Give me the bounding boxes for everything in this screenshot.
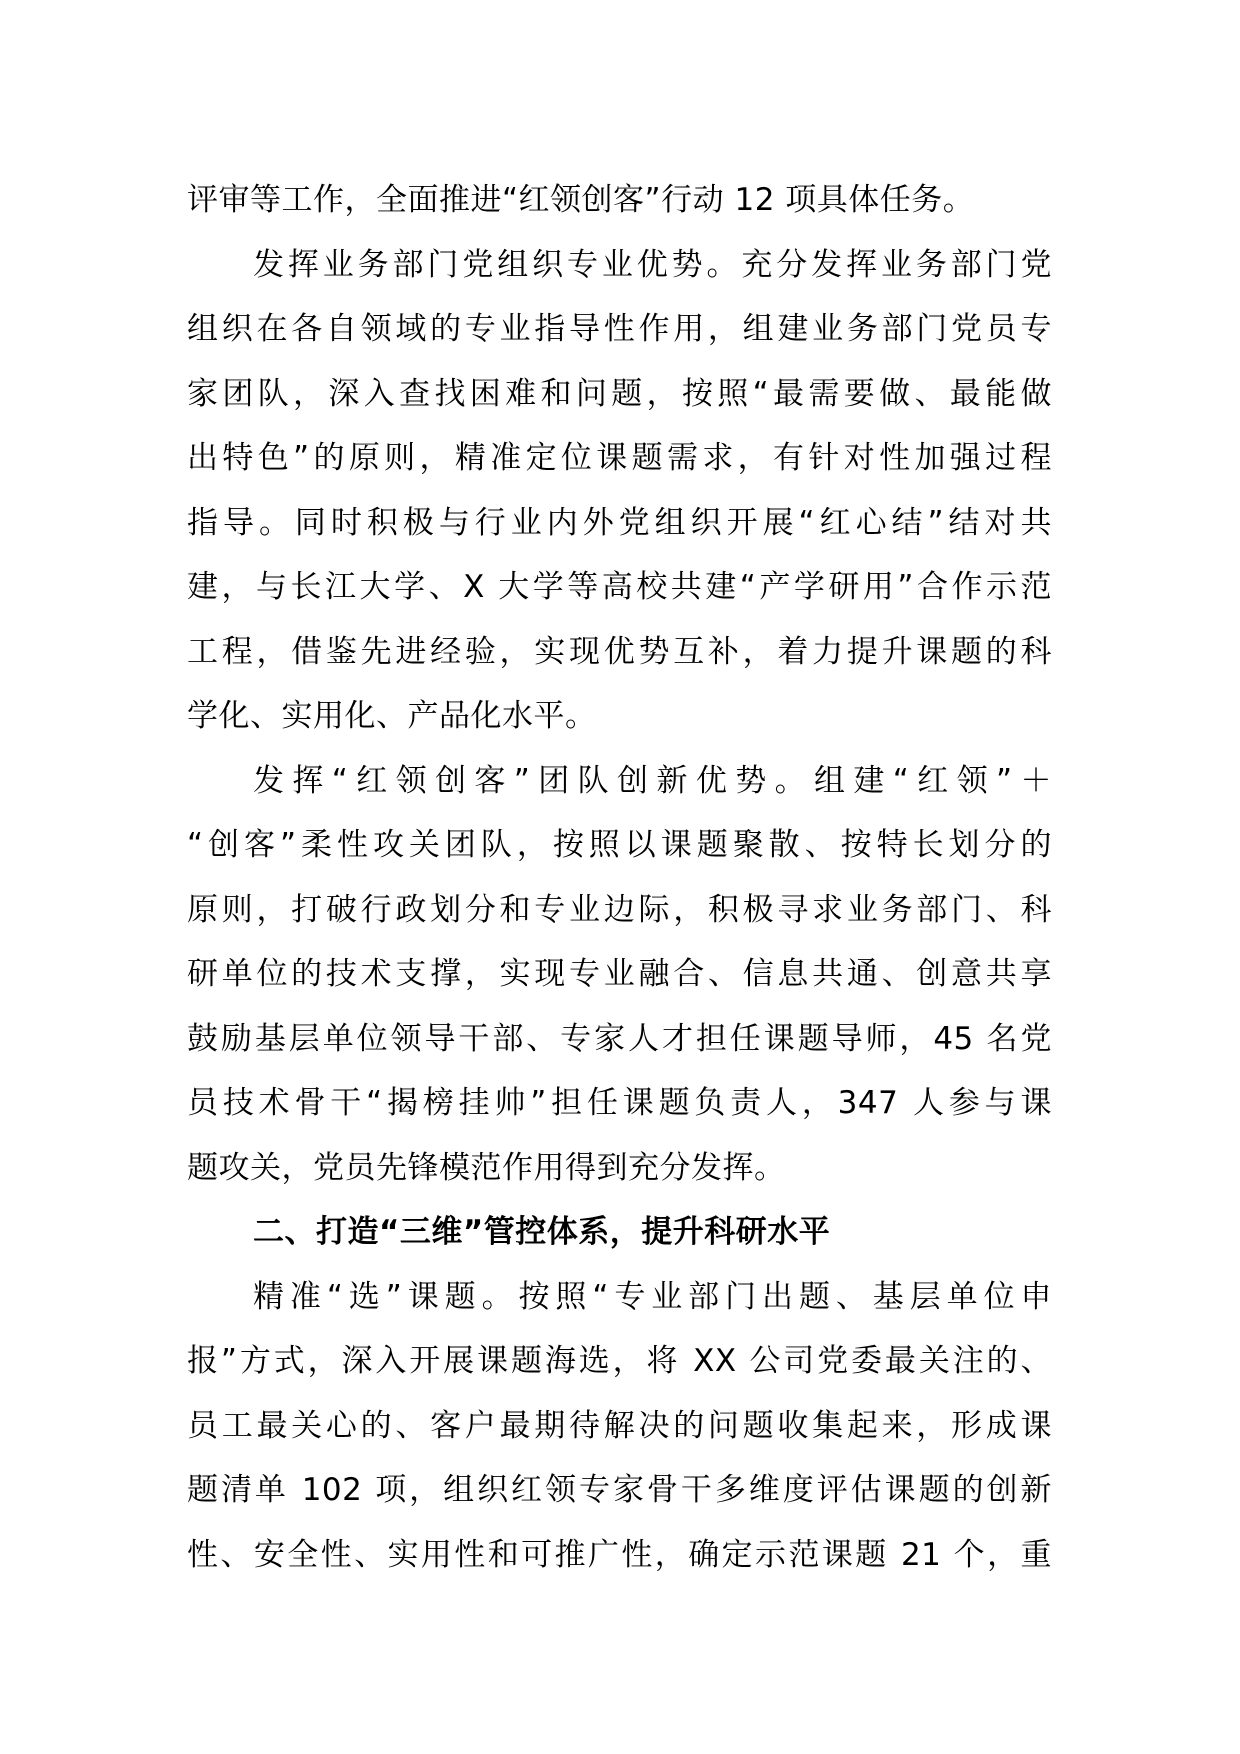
text-line: 组织在各自领域的专业指导性作用，组建业务部门党员专: [187, 311, 1052, 347]
paragraph-first-line: 精准“选”课题。按照“专业部门出题、基层单位申: [253, 1278, 1052, 1315]
text-line: 题攻关，党员先锋模范作用得到充分发挥。: [187, 1149, 786, 1186]
text-line: 报”方式，深入开展课题海选，将 XX 公司党委最关注的、: [187, 1343, 1052, 1379]
section-heading: 二、打造“三维”管控体系，提升科研水平: [253, 1214, 831, 1250]
document-body: [187, 168, 1052, 1587]
text-line: 研单位的技术支撑，实现专业融合、信息共通、创意共享: [187, 956, 1052, 992]
text-line: 评审等工作，全面推进“红领创客”行动 12 项具体任务。: [187, 182, 975, 218]
text-line: “创客”柔性攻关团队，按照以课题聚散、按特长划分的: [187, 827, 1052, 863]
text-line: 性、安全性、实用性和可推广性，确定示范课题 21 个，重: [187, 1536, 1052, 1573]
text-line: 出特色”的原则，精准定位课题需求，有针对性加强过程: [187, 440, 1052, 476]
text-line: 原则，打破行政划分和专业边际，积极寻求业务部门、科: [187, 891, 1052, 928]
paragraph-first-line: 发挥“红领创客”团队创新优势。组建“红领”＋: [253, 762, 1052, 799]
text-line: 学化、实用化、产品化水平。: [187, 698, 597, 734]
text-line: 指导。同时积极与行业内外党组织开展“红心结”结对共: [187, 504, 1052, 541]
text-line: 员技术骨干“揭榜挂帅”担任课题负责人，347 人参与课: [187, 1085, 1052, 1121]
text-line: 工程，借鉴先进经验，实现优势互补，着力提升课题的科: [187, 633, 1052, 670]
text-line: 员工最关心的、客户最期待解决的问题收集起来，形成课: [187, 1407, 1052, 1444]
text-line: 家团队，深入查找困难和问题，按照“最需要做、最能做: [187, 375, 1052, 412]
text-line: 鼓励基层单位领导干部、专家人才担任课题导师，45 名党: [187, 1020, 1052, 1057]
text-line: 建，与长江大学、X 大学等高校共建“产学研用”合作示范: [187, 569, 1052, 605]
paragraph-first-line: 发挥业务部门党组织专业优势。充分发挥业务部门党: [253, 246, 1052, 283]
text-line: 题清单 102 项，组织红领专家骨干多维度评估课题的创新: [187, 1472, 1052, 1508]
